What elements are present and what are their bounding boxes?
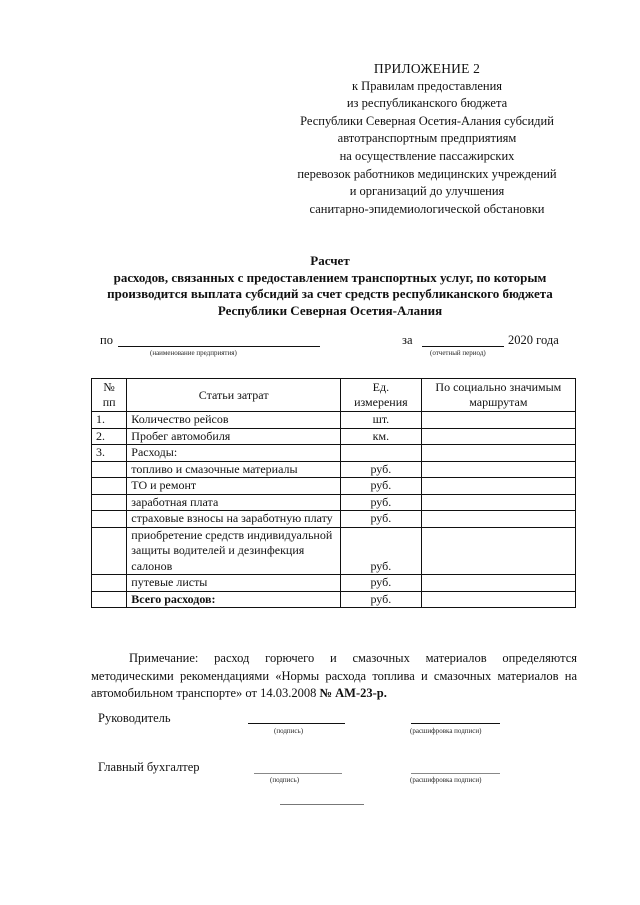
appendix-line: к Правилам предоставления [351,78,503,93]
col-unit-header: Ед. измерения [341,379,422,412]
row-num: 3. [92,445,127,462]
appendix-line: и организаций до улучшения [349,184,505,199]
by-label: по [100,333,113,347]
row-unit: руб. [341,575,422,592]
row-num [92,461,127,478]
row-route-value[interactable] [421,494,575,511]
row-route-value[interactable] [421,412,575,429]
accountant-decoding-hint: (расшифровка подписи) [410,776,482,784]
year-text: 2020 года [508,333,559,347]
reporting-period-field[interactable] [422,346,504,347]
table-row [92,511,576,528]
appendix-line: перевозок работников медицинских учреждений [297,166,557,181]
table-row [92,461,576,478]
col-num-header: № пп [92,379,127,412]
row-num [92,511,127,528]
costs-table [91,378,576,608]
table-row [92,478,576,495]
accountant-label: Главный бухгалтер [98,760,200,774]
appendix-line: из республиканского бюджета [346,96,508,111]
row-unit [341,445,422,462]
row-route-value[interactable] [421,428,575,445]
period-hint: (отчетный период) [430,349,486,357]
row-unit: км. [341,428,422,445]
row-item: ТО и ремонт [127,478,341,495]
appendix-heading: ПРИЛОЖЕНИЕ 2 [373,61,481,76]
note-doc-number: № АМ-23-р. [319,686,387,700]
col-item-header: Статьи затрат [127,379,341,412]
table-header-row [92,379,576,412]
total-label: Всего расходов: [127,591,341,608]
row-item: приобретение средств индивидуальной защиты водителей и дезинфекция салонов [127,527,341,575]
row-route-value[interactable] [421,575,575,592]
row-item: Количество рейсов [127,412,341,429]
row-num [92,591,127,608]
row-unit: руб. [341,494,422,511]
enterprise-name-field[interactable] [118,346,320,347]
appendix-block [280,60,574,218]
appendix-line: Республики Северная Осетия-Алания субсидий [300,113,554,128]
row-unit: руб. [341,527,422,575]
appendix-line: на осуществление пассажирских [339,148,515,163]
head-decoding-field[interactable] [411,723,500,724]
table-row [92,445,576,462]
table-row [92,428,576,445]
row-route-value[interactable] [421,461,575,478]
row-num: 2. [92,428,127,445]
row-item: путевые листы [127,575,341,592]
row-unit: руб. [341,591,422,608]
row-item: Расходы: [127,445,341,462]
row-num [92,575,127,592]
note-lead: Примечание: [129,651,199,665]
row-item: заработная плата [127,494,341,511]
row-route-value[interactable] [421,478,575,495]
title-line: расходов, связанных с предоставлением транспортных услуг, по которым [113,269,547,285]
row-item: страховые взносы на заработную плату [127,511,341,528]
row-unit: руб. [341,511,422,528]
title-line: Расчет [310,253,350,268]
appendix-line: санитарно-эпидемиологической обстановки [309,201,545,216]
row-route-value[interactable] [421,445,575,462]
note-paragraph [91,650,577,703]
table-row [92,527,576,575]
row-num [92,494,127,511]
col-route-header: По социально значимым маршрутам [421,379,575,412]
row-item: Пробег автомобиля [127,428,341,445]
row-num: 1. [92,412,127,429]
head-label: Руководитель [98,711,171,725]
table-row [92,412,576,429]
head-signature-field[interactable] [248,723,345,724]
accountant-signature-hint: (подпись) [270,776,300,784]
title-line: производится выплата субсидий за счет средств республиканского бюджета [107,286,553,301]
row-num [92,478,127,495]
total-route-value[interactable] [421,591,575,608]
document-title [80,253,580,319]
head-decoding-hint: (расшифровка подписи) [410,727,482,735]
enterprise-name-hint: (наименование предприятия) [150,349,237,357]
title-line: Республики Северная Осетия-Алания [217,302,443,318]
row-item: топливо и смазочные материалы [127,461,341,478]
note-body: расход горючего и смазочных материалов определяются методическими рекомендациями «Нормы расхода топлива и смазочных материалов на автомобильном транспорте» от 14.03.2008 [91,651,577,700]
row-unit: шт. [341,412,422,429]
accountant-decoding-field[interactable] [411,773,500,774]
appendix-line: автотранспортным предприятиям [337,131,517,146]
table-row [92,494,576,511]
for-label: за [402,333,413,347]
table-row [92,575,576,592]
row-route-value[interactable] [421,527,575,575]
accountant-signature-field[interactable] [254,773,342,774]
row-num [92,527,127,575]
row-unit: руб. [341,461,422,478]
row-unit: руб. [341,478,422,495]
head-signature-hint: (подпись) [274,727,304,735]
closing-rule [280,804,364,805]
row-route-value[interactable] [421,511,575,528]
table-total-row [92,591,576,608]
